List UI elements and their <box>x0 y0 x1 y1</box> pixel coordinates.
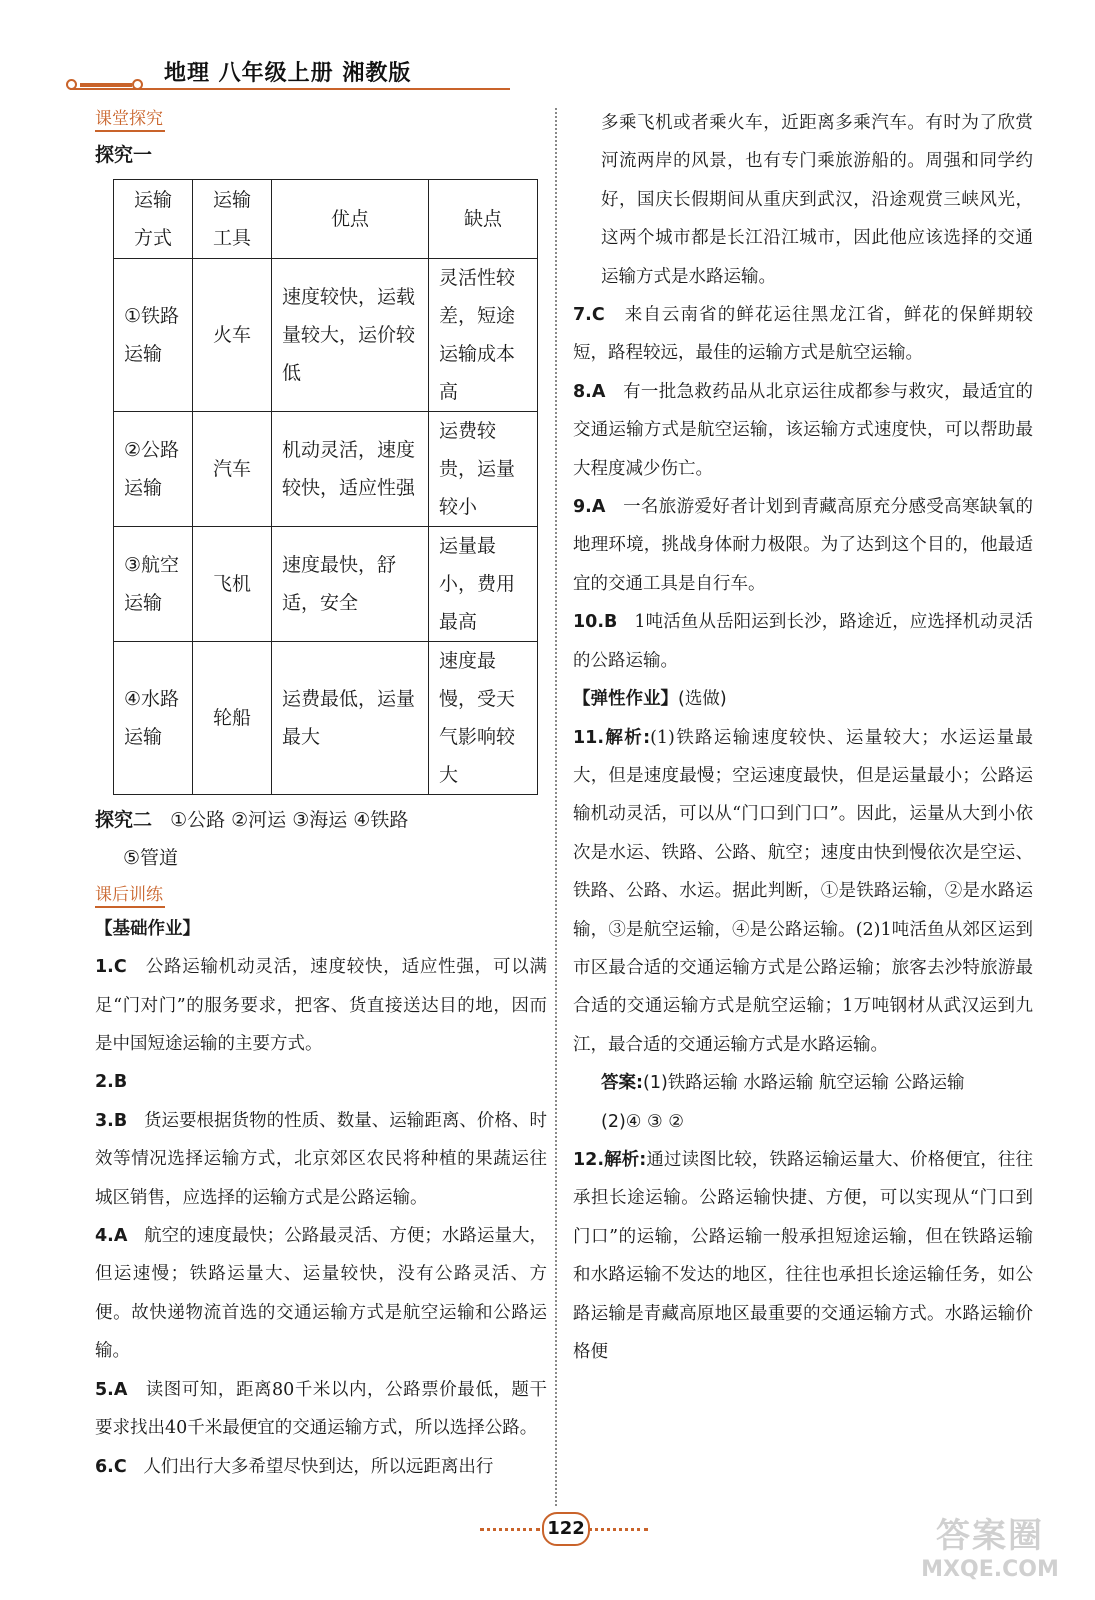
table-cell: 运费较贵，运量较小 <box>429 412 538 527</box>
answer-number: 3.B <box>95 1110 128 1131</box>
answer-text: (1)铁路运输速度较快、运量较大；水运运量最大，但是速度最慢；空运速度最快，但是运量最小；公路运输机动灵活，可以从“门口到门口”。因此，运量从大到小依次是水运、铁路、公路、航空；速度由快到慢依次是空运、铁路、公路、水运。据此判断，①是铁路运输，②是水路运输，③是航空运输，④是公路运输。(2)1吨活鱼从郊区运到市区最合适的交通运输方式是公路运输；旅客去沙特旅游最合适的交通运输方式是航空运输；1万吨钢材从武汉运到九江，最合适的交通运输方式是水路运输。 <box>573 727 1033 1055</box>
explore-two-answers-cont: ⑤管道 <box>123 847 179 870</box>
page-footer <box>470 1512 650 1542</box>
answer-item <box>95 1063 547 1101</box>
header-dot-icon <box>132 79 143 90</box>
table-header-cell: 缺点 <box>429 180 538 259</box>
answer-text: 1吨活鱼从岳阳运到长沙，路途近，应选择机动灵活的公路运输。 <box>573 612 1033 671</box>
explore-two <box>95 801 547 839</box>
answer-text: 有一批急救药品从北京运往成都参与救灾，最适宜的交通运输方式是航空运输，该运输方式速度快，可以帮助最大程度减少伤亡。 <box>573 381 1033 479</box>
answer-number: 12. <box>573 1149 605 1170</box>
left-column <box>95 104 547 1486</box>
table-header-cell: 运输 方式 <box>114 180 193 259</box>
answer-number: 10.B <box>573 612 618 633</box>
table-cell: ③航空 运输 <box>114 527 193 642</box>
answer-text: 公路运输机动灵活，速度较快，适应性强，可以满足“门对门”的服务要求，把客、货直接送达目的地，因而是中国短途运输的主要方式。 <box>95 957 547 1055</box>
answer-text: 航空的速度最快；公路最灵活、方便；水路运量大，但运速慢；铁路运量大、运量较快，没有公路灵活、方便。故快递物流首选的交通运输方式是航空运输和公路运输。 <box>95 1226 547 1362</box>
table-cell: 速度较快，运载量较大，运价较低 <box>272 259 429 412</box>
answer-number: 7.C <box>573 305 605 326</box>
answer-key-line: (1)铁路运输 水路运输 航空运输 公路运输 <box>643 1073 965 1094</box>
table-row <box>114 412 538 527</box>
table-cell: 汽车 <box>193 412 272 527</box>
answer-number: 5.A <box>95 1379 128 1400</box>
answer-item <box>95 948 547 1063</box>
answer-number: 6.C <box>95 1456 127 1477</box>
explore-two-title: 探究二 <box>95 809 153 831</box>
table-cell: 运量最小，费用最高 <box>429 527 538 642</box>
page-number: 122 <box>542 1512 590 1546</box>
table-cell: 机动灵活，速度较快，适应性强 <box>272 412 429 527</box>
table-cell: 飞机 <box>193 527 272 642</box>
table-row <box>114 527 538 642</box>
table-header-cell: 优点 <box>272 180 429 259</box>
right-column <box>573 104 1033 1371</box>
analysis-label: 解析: <box>604 727 651 748</box>
header-title: 地理 八年级上册 湘教版 <box>164 61 412 86</box>
analysis-label: 解析: <box>604 1149 647 1170</box>
answer-item <box>95 1217 547 1371</box>
answer-item <box>573 296 1033 373</box>
answer-number: 9.A <box>573 497 606 518</box>
section-tag-classroom: 课堂探究 <box>95 104 165 132</box>
table-header-cell: 运输 工具 <box>193 180 272 259</box>
table-cell: 轮船 <box>193 642 272 795</box>
answer-number: 8.A <box>573 381 606 402</box>
answer-number: 4.A <box>95 1226 128 1247</box>
answer-key-line-2: (2)④ ③ ② <box>601 1111 684 1132</box>
answer-item <box>95 1102 547 1217</box>
answer-text: 一名旅游爱好者计划到青藏高原充分感受高寒缺氧的地理环境，挑战身体耐力极限。为了达到这个目的，他最适宜的交通工具是自行车。 <box>573 497 1033 594</box>
elastic-homework-note: (选做) <box>678 689 727 710</box>
answer-key <box>573 1064 1033 1102</box>
answer-item <box>573 719 1033 1065</box>
answer-number: 2.B <box>95 1072 128 1093</box>
elastic-homework-title: 【弹性作业】 <box>573 689 678 710</box>
elastic-homework-heading <box>573 680 1033 718</box>
answer-item <box>95 1371 547 1448</box>
table-cell: 速度最快，舒适，安全 <box>272 527 429 642</box>
watermark-top: 答案圈 <box>936 1516 1044 1556</box>
answer-text: 人们出行大多希望尽快到达，所以远距离出行 <box>143 1456 494 1477</box>
footer-dots-left <box>480 1528 540 1531</box>
table-cell: ④水路 运输 <box>114 642 193 795</box>
column-divider <box>555 108 557 1506</box>
table-row <box>114 259 538 412</box>
answer-text: 通过读图比较，铁路运输运量大、价格便宜，往往承担长途运输。公路运输快捷、方便，可以实现从“门口到门口”的运输，公路运输一般承担短途运输，但在铁路运输和水路运输不发达的地区，往往也承担长途运输任务，如公路运输是青藏高原地区最重要的交通运输方式。水路运输价格便 <box>573 1149 1034 1362</box>
answer-item <box>95 1448 547 1486</box>
table-cell: 运费最低，运量最大 <box>272 642 429 795</box>
section-tag-after-class: 课后训练 <box>95 880 165 908</box>
watermark-logo <box>900 1508 1080 1594</box>
answer-continuation: 多乘飞机或者乘火车，近距离多乘汽车。有时为了欣赏河流两岸的风景，也有专门乘旅游船的。周强和同学约好，国庆长假期间从重庆到武汉，沿途观赏三峡风光，这两个城市都是长江沿江城市，因此他应该选择的交通运输方式是水路运输。 <box>601 113 1033 287</box>
basic-homework-title: 【基础作业】 <box>95 918 200 939</box>
answer-number: 1.C <box>95 957 127 978</box>
answer-text: 读图可知，距离80千米以内，公路票价最低，题干要求找出40千米最便宜的交通运输方式，所以选择公路。 <box>95 1379 547 1439</box>
answer-item <box>573 488 1033 603</box>
page-header <box>60 52 510 98</box>
table-cell: ①铁路 运输 <box>114 259 193 412</box>
table-row <box>114 642 538 795</box>
transport-comparison-table <box>113 179 538 795</box>
answer-item <box>573 373 1033 488</box>
header-accent-bar <box>80 83 132 87</box>
table-cell: 灵活性较差，短途运输成本高 <box>429 259 538 412</box>
footer-dots-right <box>588 1528 648 1531</box>
table-cell: ②公路 运输 <box>114 412 193 527</box>
answer-number: 11. <box>573 727 605 748</box>
watermark-bottom: MXQE.COM <box>921 1557 1059 1582</box>
answer-item <box>573 603 1033 680</box>
answer-item <box>573 1141 1033 1371</box>
explore-one-title: 探究一 <box>95 144 153 166</box>
table-cell: 火车 <box>193 259 272 412</box>
header-dot-icon <box>66 79 77 90</box>
table-header-row <box>114 180 538 259</box>
answer-label: 答案: <box>601 1073 643 1094</box>
answer-text: 来自云南省的鲜花运往黑龙江省，鲜花的保鲜期较短，路程较远，最佳的运输方式是航空运输。 <box>573 305 1033 364</box>
answer-text: 货运要根据货物的性质、数量、运输距离、价格、时效等情况选择运输方式，北京郊区农民将种植的果蔬运往城区销售，应选择的运输方式是公路运输。 <box>95 1110 547 1208</box>
explore-two-answers: ①公路 ②河运 ③海运 ④铁路 <box>170 809 409 831</box>
table-cell: 速度最慢，受天气影响较大 <box>429 642 538 795</box>
